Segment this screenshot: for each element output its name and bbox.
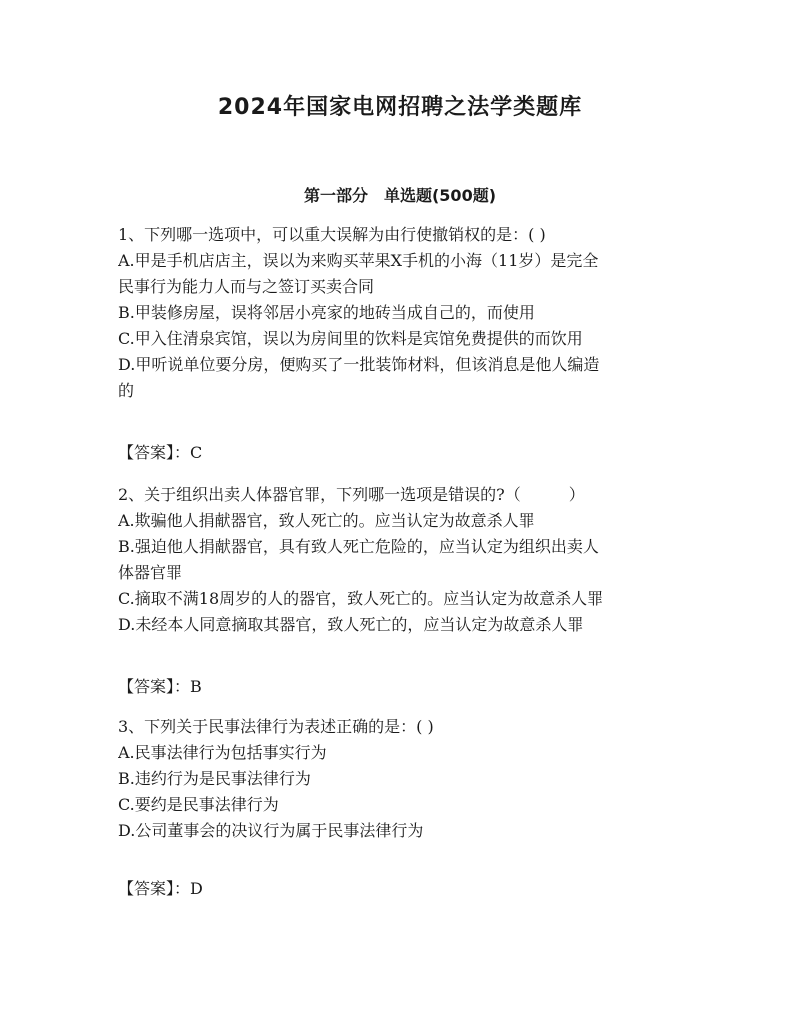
question-stem: 2、关于组织出卖人体器官罪，下列哪一选项是错误的?（ ）	[118, 485, 585, 504]
option-d-continued: 的	[118, 381, 135, 400]
answer-3: 【答案】：D	[118, 879, 203, 898]
option-c: C.要约是民事法律行为	[118, 795, 279, 814]
option-a: A.欺骗他人捐献器官，致人死亡的。应当认定为故意杀人罪	[118, 511, 535, 530]
question-stem: 3、下列关于民事法律行为表述正确的是：( )	[118, 717, 434, 736]
option-b: B.违约行为是民事法律行为	[118, 769, 311, 788]
answer-2: 【答案】：B	[118, 677, 202, 696]
document-title: 2024年国家电网招聘之法学类题库	[217, 95, 583, 120]
option-d: D.甲听说单位要分房，便购买了一批装饰材料，但该消息是他人编造	[118, 355, 600, 374]
answer-1: 【答案】：C	[118, 443, 203, 462]
question-1	[118, 222, 688, 404]
option-b-continued: 体器官罪	[118, 563, 183, 582]
option-a: A.民事法律行为包括事实行为	[118, 743, 327, 762]
question-2	[118, 482, 688, 638]
option-b: B.强迫他人捐献器官，具有致人死亡危险的，应当认定为组织出卖人	[118, 537, 599, 556]
question-3	[118, 714, 688, 844]
option-b: B.甲装修房屋，误将邻居小亮家的地砖当成自己的，而使用	[118, 303, 535, 322]
option-c: C.甲入住清泉宾馆，误以为房间里的饮料是宾馆免费提供的而饮用	[118, 329, 583, 348]
option-d: D.公司董事会的决议行为属于民事法律行为	[118, 821, 424, 840]
section-heading: 第一部分 单选题(500题)	[303, 186, 497, 205]
option-d: D.未经本人同意摘取其器官，致人死亡的，应当认定为故意杀人罪	[118, 615, 584, 634]
option-c: C.摘取不满18周岁的人的器官，致人死亡的。应当认定为故意杀人罪	[118, 589, 604, 608]
option-a: A.甲是手机店店主，误以为来购买苹果X手机的小海（11岁）是完全	[118, 251, 599, 270]
option-a-continued: 民事行为能力人而与之签订买卖合同	[118, 277, 375, 296]
question-stem: 1、下列哪一选项中，可以重大误解为由行使撤销权的是：( )	[118, 225, 546, 244]
